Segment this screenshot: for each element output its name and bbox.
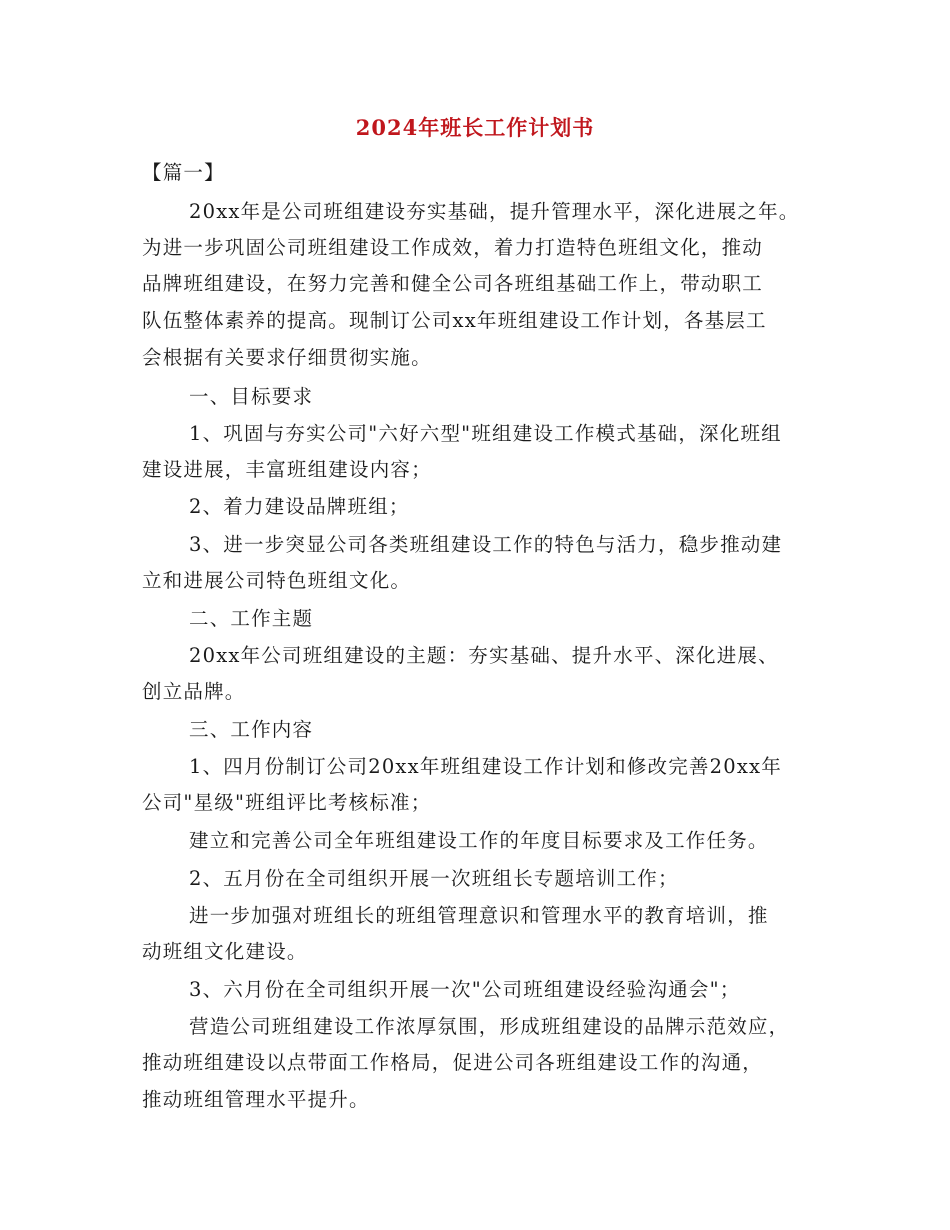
paragraph-line: 动班组文化建设。 <box>142 940 308 963</box>
paragraph-line: 建立和完善公司全年班组建设工作的年度目标要求及工作任务。 <box>189 829 769 852</box>
paragraph-line: 建设进展，丰富班组建设内容； <box>142 458 432 481</box>
paragraph-line: 创立品牌。 <box>142 680 246 703</box>
paragraph-line: 推动班组建设以点带面工作格局，促进公司各班组建设工作的沟通， <box>142 1051 764 1074</box>
paragraph-line: 会根据有关要求仔细贯彻实施。 <box>142 346 432 369</box>
paragraph-line: 3、进一步突显公司各类班组建设工作的特色与活力，稳步推动建 <box>189 533 783 556</box>
section-heading: 二、工作主题 <box>189 607 314 630</box>
document-title: 2024年班长工作计划书 <box>355 115 595 140</box>
paragraph-line: 推动班组管理水平提升。 <box>142 1088 370 1111</box>
paragraph-line: 1、四月份制订公司20xx年班组建设工作计划和修改完善20xx年 <box>189 755 782 778</box>
paragraph-line: 立和进展公司特色班组文化。 <box>142 569 412 592</box>
paragraph-line: 队伍整体素养的提高。现制订公司xx年班组建设工作计划，各基层工 <box>142 309 767 332</box>
paragraph-line: 进一步加强对班组长的班组管理意识和管理水平的教育培训，推 <box>189 904 769 927</box>
paragraph-line: 2、着力建设品牌班组； <box>189 495 410 518</box>
paragraph-line: 公司"星级"班组评比考核标准； <box>142 791 432 814</box>
paragraph-line: 营造公司班组建设工作浓厚氛围，形成班组建设的品牌示范效应， <box>189 1015 790 1038</box>
paragraph-line: 20xx年是公司班组建设夯实基础，提升管理水平，深化进展之年。 <box>189 200 800 223</box>
paragraph-line: 20xx年公司班组建设的主题：夯实基础、提升水平、深化进展、 <box>189 644 779 667</box>
paragraph-line: 品牌班组建设，在努力完善和健全公司各班组基础工作上，带动职工 <box>142 272 764 295</box>
paragraph-line: 1、巩固与夯实公司"六好六型"班组建设工作模式基础，深化班组 <box>189 422 782 445</box>
paragraph-line: 2、五月份在全司组织开展一次班组长专题培训工作； <box>189 867 679 890</box>
paragraph-line: 3、六月份在全司组织开展一次"公司班组建设经验沟通会"； <box>189 978 741 1001</box>
section-heading: 三、工作内容 <box>189 718 314 741</box>
section-label: 【篇一】 <box>142 161 225 184</box>
section-heading: 一、目标要求 <box>189 385 314 408</box>
paragraph-line: 为进一步巩固公司班组建设工作成效，着力打造特色班组文化，推动 <box>142 236 764 259</box>
